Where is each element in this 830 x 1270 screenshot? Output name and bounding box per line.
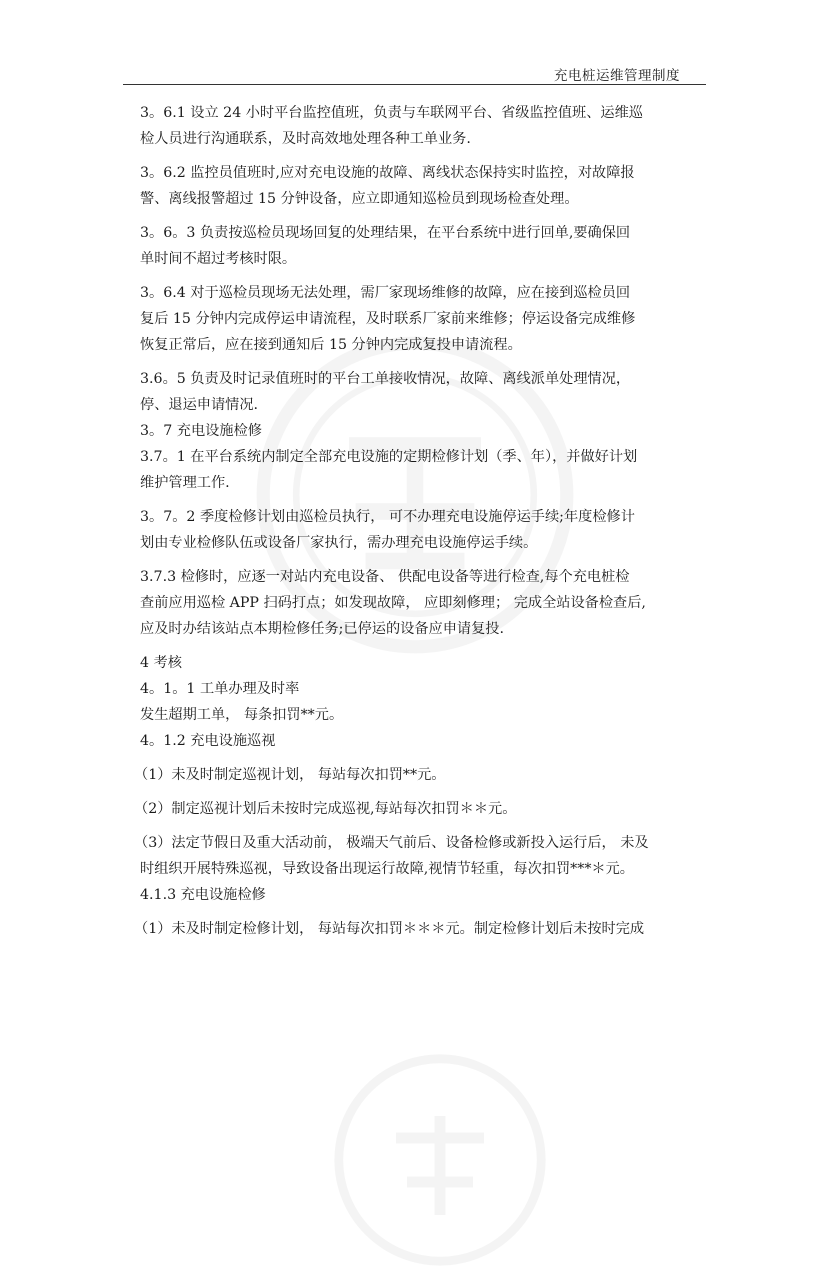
section-heading: 3。7 充电设施检修 [140, 423, 262, 439]
list-item-3 [134, 830, 715, 882]
paragraph-overdue-penalty [140, 702, 715, 728]
subsection-heading-4-1-1 [140, 676, 715, 702]
text-line: 3。7。2 季度检修计划由巡检员执行， 可不办理充电设施停运手续;年度检修计 [140, 509, 635, 525]
paragraph-3-6-3 [140, 220, 715, 272]
header-divider [123, 84, 706, 85]
text-line: 维护管理工作. [140, 475, 230, 491]
section-heading: 4 考核 [140, 655, 182, 671]
text-line: 恢复正常后，应在接到通知后 15 分钟内完成复投申请流程。 [140, 337, 522, 353]
list-item-1 [134, 762, 715, 788]
text-line: 检人员进行沟通联系，及时高效地处理各种工单业务. [140, 131, 471, 147]
paragraph-3-6-2 [140, 160, 715, 212]
text-line: 3。6.4 对于巡检员现场无法处理，需厂家现场维修的故障，应在接到巡检员回 [140, 285, 631, 301]
text-line: 单时间不超过考核时限。 [140, 251, 297, 267]
text-line: 停、退运申请情况. [140, 397, 259, 413]
text-line: 复后 15 分钟内完成停运申请流程，及时联系厂家前来维修；停运设备完成维修 [140, 311, 636, 327]
text-line: （1）未及时制定巡视计划， 每站每次扣罚**元。 [134, 767, 446, 783]
text-line: 警、离线报警超过 15 分钟设备，应立即通知巡检员到现场检查处理。 [140, 191, 579, 207]
paragraph-3-6-4 [140, 280, 715, 358]
header-title: 充电桩运维管理制度 [554, 68, 680, 84]
text-line: 3。6.1 设立 24 小时平台监控值班，负责与车联网平台、省级监控值班、运维巡 [140, 105, 643, 121]
text-line: 3。6.2 监控员值班时,应对充电设施的故障、离线状态保持实时监控，对故障报 [140, 165, 635, 181]
text-line: 时组织开展特殊巡视，导致设备出现运行故障,视情节轻重，每次扣罚***＊元。 [140, 861, 634, 877]
subsection-heading: 4。1。1 工单办理及时率 [140, 681, 300, 697]
watermark-seal-icon-bottom [330, 1050, 550, 1270]
text-line: 发生超期工单， 每条扣罚**元。 [140, 707, 344, 723]
text-line: 3.7.3 检修时，应逐一对站内充电设备、 供配电设备等进行检查,每个充电桩检 [140, 569, 630, 585]
section-heading-4 [140, 650, 715, 676]
paragraph-3-7-2 [140, 504, 715, 556]
paragraph-3-6-5 [140, 366, 715, 418]
list-item-maintenance-1 [134, 916, 715, 942]
text-line: （3）法定节假日及重大活动前， 极端天气前后、设备检修或新投入运行后， 未及 [134, 835, 649, 851]
subsection-heading-4-1-2 [140, 728, 715, 754]
text-line: 3。6。3 负责按巡检员现场回复的处理结果，在平台系统中进行回单,要确保回 [140, 225, 631, 241]
text-line: （1）未及时制定检修计划， 每站每次扣罚＊＊＊元。制定检修计划后未按时完成 [134, 921, 645, 937]
subsection-heading: 4.1.3 充电设施检修 [140, 887, 266, 903]
paragraph-3-7-1 [140, 444, 715, 496]
text-line: 3.6。5 负责及时记录值班时的平台工单接收情况，故障、离线派单处理情况， [140, 371, 631, 387]
subsection-heading-4-1-3 [140, 882, 715, 908]
text-line: 查前应用巡检 APP 扫码打点；如发现故障， 应即刻修理； 完成全站设备检查后, [140, 595, 646, 611]
list-item-2 [134, 796, 715, 822]
text-line: （2）制定巡视计划后未按时完成巡视,每站每次扣罚＊＊元。 [134, 801, 517, 817]
paragraph-3-6-1 [140, 100, 715, 152]
subsection-heading: 4。1.2 充电设施巡视 [140, 733, 276, 749]
document-body [134, 100, 715, 942]
paragraph-3-7-3 [140, 564, 715, 642]
text-line: 3.7。1 在平台系统内制定全部充电设施的定期检修计划（季、年），并做好计划 [140, 449, 638, 465]
text-line: 应及时办结该站点本期检修任务;已停运的设备应申请复投. [140, 621, 504, 637]
section-heading-3-7 [140, 418, 715, 444]
text-line: 划由专业检修队伍或设备厂家执行，需办理充电设施停运手续。 [140, 535, 538, 551]
